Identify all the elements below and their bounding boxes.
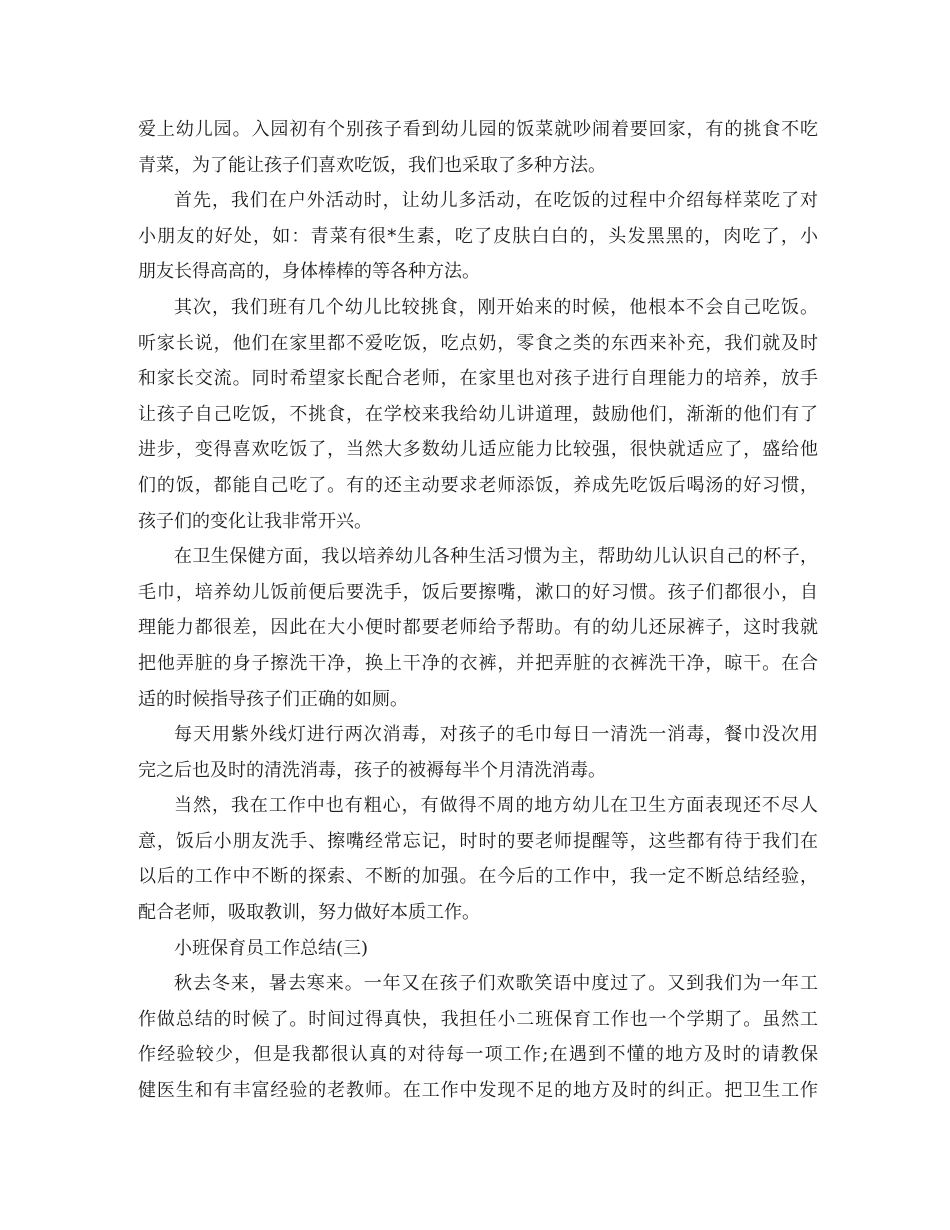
text-line: 听家长说，他们在家里都不爱吃饭，吃点奶，零食之类的东西来补充，我们就及时 [138, 332, 818, 354]
text-line: 秋去冬来，暑去寒来。一年又在孩子们欢歌笑语中度过了。又到我们为一年工 [174, 973, 818, 995]
text-line: 其次，我们班有几个幼儿比较挑食，刚开始来的时候，他根本不会自己吃饭。 [174, 296, 818, 318]
text-line: 孩子们的变化让我非常开兴。 [138, 510, 372, 532]
text-line: 理能力都很差，因此在大小便时都要老师给予帮助。有的幼儿还尿裤子，这时我就 [138, 617, 818, 639]
text-line: 配合老师，吸取教训，努力做好本质工作。 [138, 902, 480, 924]
text-line: 青菜，为了能让孩子们喜欢吃饭，我们也采取了多种方法。 [138, 154, 606, 176]
text-line: 们的饭，都能自己吃了。有的还主动要求老师添饭，养成先吃饭后喝汤的好习惯， [138, 474, 818, 496]
text-line: 和家长交流。同时希望家长配合老师，在家里也对孩子进行自理能力的培养，放手 [138, 368, 818, 390]
text-line: 朋友长得高高的，身体棒棒的等各种方法。 [138, 261, 480, 283]
text-line: 小朋友的好处，如：青菜有很*生素，吃了皮肤白白的，头发黑黑的，肉吃了，小 [138, 225, 818, 247]
document-body [138, 112, 818, 1109]
text-line: 首先，我们在户外活动时，让幼儿多活动，在吃饭的过程中介绍每样菜吃了对 [174, 190, 818, 212]
text-line: 毛巾，培养幼儿饭前便后要洗手，饭后要擦嘴，漱口的好习惯。孩子们都很小，自 [138, 581, 818, 603]
text-line: 把他弄脏的身子擦洗干净，换上干净的衣裤，并把弄脏的衣裤洗干净，晾干。在合 [138, 652, 818, 674]
section-heading: 小班保育员工作总结(三) [174, 937, 369, 959]
text-line: 让孩子自己吃饭，不挑食，在学校来我给幼儿讲道理，鼓励他们，渐渐的他们有了 [138, 403, 818, 425]
text-line: 当然，我在工作中也有粗心，有做得不周的地方幼儿在卫生方面表现还不尽人 [174, 795, 818, 817]
text-line: 意，饭后小朋友洗手、擦嘴经常忘记，时时的要老师提醒等，这些都有待于我们在 [138, 830, 818, 852]
text-line: 健医生和有丰富经验的老教师。在工作中发现不足的地方及时的纠正。把卫生工作 [138, 1080, 818, 1102]
text-line: 爱上幼儿园。入园初有个别孩子看到幼儿园的饭菜就吵闹着要回家，有的挑食不吃 [138, 119, 818, 140]
text-line: 进步，变得喜欢吃饭了，当然大多数幼儿适应能力比较强，很快就适应了，盛给他 [138, 439, 818, 461]
text-line: 适的时候指导孩子们正确的如厕。 [138, 688, 408, 710]
text-line: 以后的工作中不断的探索、不断的加强。在今后的工作中，我一定不断总结经验， [138, 866, 818, 888]
text-line: 每天用紫外线灯进行两次消毒，对孩子的毛巾每日一清洗一消毒，餐巾没次用 [174, 724, 818, 746]
text-line: 作经验较少，但是我都很认真的对待每一项工作;在遇到不懂的地方及时的请教保 [138, 1044, 818, 1066]
text-line: 完之后也及时的清洗消毒，孩子的被褥每半个月清洗消毒。 [138, 759, 606, 781]
text-line: 作做总结的时候了。时间过得真快，我担任小二班保育工作也一个学期了。虽然工 [138, 1008, 818, 1030]
text-line: 在卫生保健方面，我以培养幼儿各种生活习惯为主，帮助幼儿认识自己的杯子， [174, 546, 818, 568]
